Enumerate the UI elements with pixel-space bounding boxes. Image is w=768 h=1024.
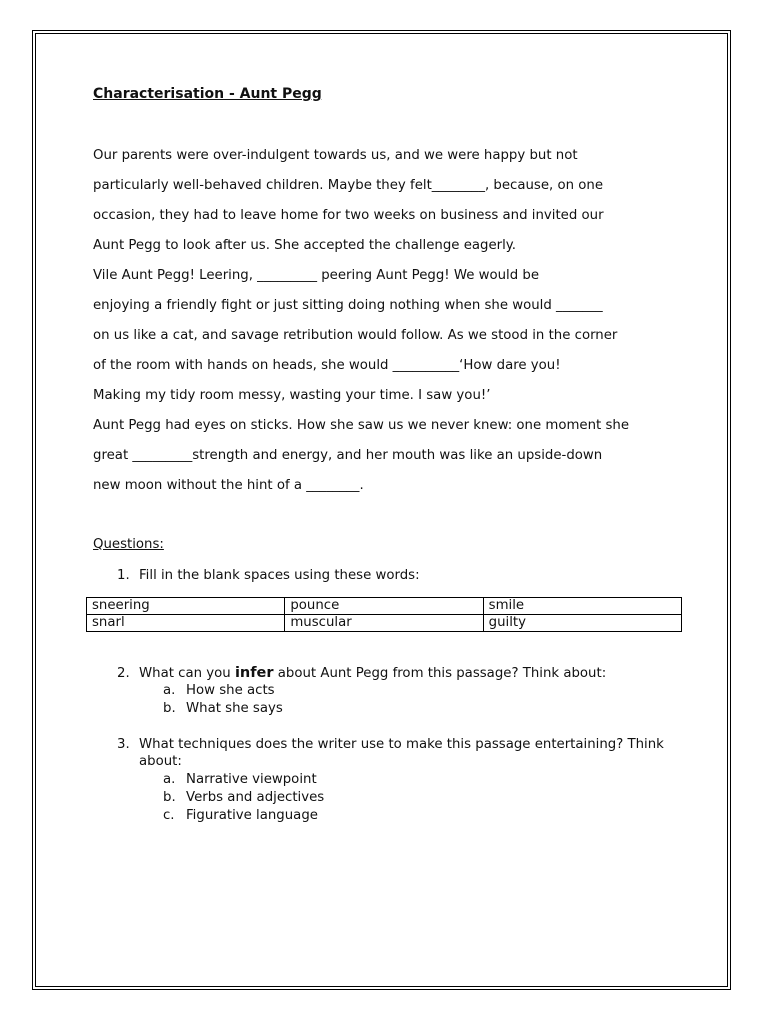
sub-item: How she acts xyxy=(186,683,275,698)
table-row xyxy=(87,615,682,632)
passage-line: Aunt Pegg to look after us. She accepted the challenge eagerly. xyxy=(93,238,516,253)
sub-letter: b. xyxy=(163,790,176,805)
sub-letter: c. xyxy=(163,808,175,823)
question-1-number: 1. xyxy=(117,568,130,583)
word-cell: guilty xyxy=(483,615,681,632)
passage-line: Aunt Pegg had eyes on sticks. How she saw us we never knew: one moment she xyxy=(93,418,630,433)
word-cell: muscular xyxy=(285,615,483,632)
question-2-text-before: What can you xyxy=(139,666,235,681)
sub-letter: a. xyxy=(163,683,176,698)
passage-line: Our parents were over-indulgent towards us, and we were happy but not xyxy=(93,148,578,163)
passage-line: new moon without the hint of a ________. xyxy=(93,478,364,493)
question-2-emphasis: infer xyxy=(234,665,274,681)
page-border xyxy=(32,30,731,990)
sub-item: Verbs and adjectives xyxy=(186,790,325,805)
word-cell: snarl xyxy=(87,615,285,632)
question-3-text: What techniques does the writer use to make this passage entertaining? Think xyxy=(139,737,664,752)
passage-line: particularly well-behaved children. Maybe they felt________, because, on one xyxy=(93,178,604,193)
question-2-number: 2. xyxy=(117,666,130,681)
sub-item: Narrative viewpoint xyxy=(186,772,317,787)
table-row xyxy=(87,598,682,615)
sub-item: What she says xyxy=(186,701,283,716)
passage-line: Vile Aunt Pegg! Leering, _________ peering Aunt Pegg! We would be xyxy=(93,268,540,283)
question-3-text-cont: about: xyxy=(139,754,182,769)
passage-line: great _________strength and energy, and her mouth was like an upside-down xyxy=(93,448,603,463)
document-title: Characterisation - Aunt Pegg xyxy=(93,86,322,102)
question-1-text: Fill in the blank spaces using these words: xyxy=(139,568,420,583)
sub-letter: b. xyxy=(163,701,176,716)
question-2-text xyxy=(139,665,606,681)
question-2-text-after: about Aunt Pegg from this passage? Think about: xyxy=(273,666,607,681)
passage-line: enjoying a friendly fight or just sitting doing nothing when she would _______ xyxy=(93,298,603,313)
passage-line: of the room with hands on heads, she would __________‘How dare you! xyxy=(93,358,561,373)
sub-letter: a. xyxy=(163,772,176,787)
word-cell: smile xyxy=(483,598,681,615)
word-bank-table xyxy=(86,597,682,632)
word-cell: pounce xyxy=(285,598,483,615)
questions-heading: Questions: xyxy=(93,537,164,552)
passage-line: Making my tidy room messy, wasting your time. I saw you!’ xyxy=(93,388,491,403)
word-cell: sneering xyxy=(87,598,285,615)
sub-item: Figurative language xyxy=(186,808,318,823)
passage-line: occasion, they had to leave home for two weeks on business and invited our xyxy=(93,208,604,223)
passage-line: on us like a cat, and savage retribution would follow. As we stood in the corner xyxy=(93,328,618,343)
question-3-number: 3. xyxy=(117,737,130,752)
